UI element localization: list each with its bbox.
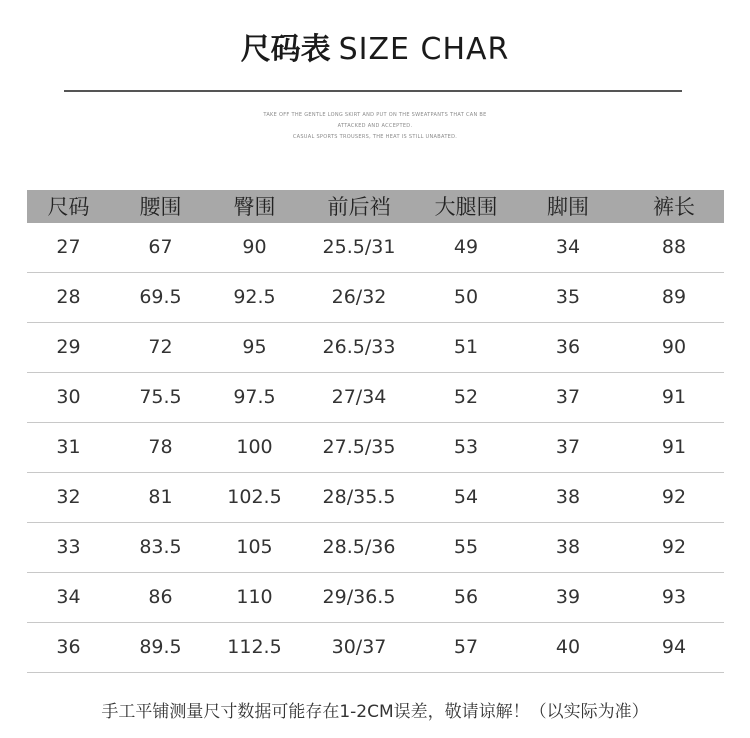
cell-thigh: 55	[453, 536, 479, 558]
cell-rise: 25.5/31	[322, 236, 396, 258]
table-row	[27, 273, 724, 323]
cell-hip: 92.5	[233, 286, 276, 308]
title-english: SIZE CHAR	[338, 32, 510, 67]
table-row	[27, 373, 724, 423]
cell-rise: 30/37	[331, 636, 387, 658]
cell-size: 28	[56, 286, 81, 308]
cell-rise: 29/36.5	[322, 586, 396, 608]
cell-waist: 72	[148, 336, 173, 358]
header-thigh: 大腿围	[434, 195, 498, 219]
cell-leg-opening: 37	[555, 436, 581, 458]
fine-print-line-1: TAKE OFF THE GENTLE LONG SKIRT AND PUT ON THE SWEATPANTS THAT CAN BE	[263, 112, 487, 118]
cell-length: 88	[661, 236, 687, 258]
header-rise: 前后裆	[327, 195, 391, 219]
table-header-row	[27, 190, 724, 223]
header-length: 裤长	[653, 195, 695, 219]
cell-rise: 27.5/35	[322, 436, 396, 458]
table-row	[27, 623, 724, 673]
cell-thigh: 54	[453, 486, 479, 508]
cell-waist: 75.5	[139, 386, 182, 408]
cell-thigh: 53	[453, 436, 479, 458]
cell-size: 31	[56, 436, 81, 458]
cell-length: 94	[661, 636, 687, 658]
table-row	[27, 323, 724, 373]
cell-size: 30	[56, 386, 81, 408]
cell-length: 93	[661, 586, 687, 608]
cell-length: 92	[661, 536, 687, 558]
cell-leg-opening: 38	[555, 536, 581, 558]
header-size: 尺码	[47, 195, 90, 219]
cell-leg-opening: 37	[555, 386, 581, 408]
table-body	[27, 223, 724, 673]
cell-leg-opening: 35	[555, 286, 581, 308]
title-divider	[64, 90, 682, 92]
cell-rise: 28/35.5	[322, 486, 396, 508]
cell-size: 27	[56, 236, 81, 258]
cell-thigh: 51	[453, 336, 479, 358]
cell-length: 91	[661, 386, 687, 408]
cell-waist: 67	[148, 236, 173, 258]
cell-length: 89	[661, 286, 687, 308]
cell-rise: 27/34	[331, 386, 387, 408]
cell-leg-opening: 38	[555, 486, 581, 508]
header-hip: 臀围	[233, 195, 276, 219]
cell-hip: 105	[236, 536, 273, 558]
cell-hip: 95	[242, 336, 267, 358]
cell-rise: 26.5/33	[322, 336, 396, 358]
cell-hip: 112.5	[227, 636, 282, 658]
table-row	[27, 523, 724, 573]
title-chinese: 尺码表	[240, 32, 331, 67]
cell-size: 32	[56, 486, 81, 508]
cell-rise: 28.5/36	[322, 536, 396, 558]
table-row	[27, 423, 724, 473]
cell-size: 36	[56, 636, 81, 658]
cell-waist: 69.5	[139, 286, 182, 308]
table-row	[27, 573, 724, 623]
cell-leg-opening: 36	[555, 336, 581, 358]
cell-thigh: 49	[453, 236, 479, 258]
cell-leg-opening: 40	[555, 636, 581, 658]
cell-hip: 102.5	[227, 486, 282, 508]
cell-length: 91	[661, 436, 687, 458]
cell-thigh: 52	[453, 386, 479, 408]
cell-size: 34	[56, 586, 81, 608]
cell-waist: 89.5	[139, 636, 182, 658]
cell-thigh: 56	[453, 586, 479, 608]
measurement-note: 手工平铺测量尺寸数据可能存在1-2CM误差，敬请谅解！（以实际为准）	[101, 702, 649, 722]
cell-leg-opening: 34	[555, 236, 581, 258]
cell-waist: 78	[148, 436, 173, 458]
cell-waist: 81	[148, 486, 173, 508]
cell-hip: 100	[236, 436, 273, 458]
size-table	[27, 190, 724, 673]
cell-hip: 97.5	[233, 386, 276, 408]
cell-hip: 90	[242, 236, 267, 258]
table-row	[27, 473, 724, 523]
table-row	[27, 223, 724, 273]
cell-rise: 26/32	[331, 286, 387, 308]
cell-size: 29	[56, 336, 81, 358]
cell-hip: 110	[236, 586, 273, 608]
fine-print-line-2: ATTACKED AND ACCEPTED.	[337, 123, 413, 129]
cell-length: 92	[661, 486, 687, 508]
cell-thigh: 50	[453, 286, 479, 308]
cell-size: 33	[56, 536, 81, 558]
header-waist: 腰围	[139, 195, 182, 219]
cell-waist: 86	[148, 586, 173, 608]
cell-thigh: 57	[453, 636, 479, 658]
cell-leg-opening: 39	[555, 586, 581, 608]
cell-length: 90	[661, 336, 687, 358]
header-leg-opening: 脚围	[547, 195, 589, 219]
fine-print-line-3: CASUAL SPORTS TROUSERS, THE HEAT IS STILL UNABATED.	[292, 134, 458, 140]
cell-waist: 83.5	[139, 536, 182, 558]
page-title	[0, 30, 750, 70]
